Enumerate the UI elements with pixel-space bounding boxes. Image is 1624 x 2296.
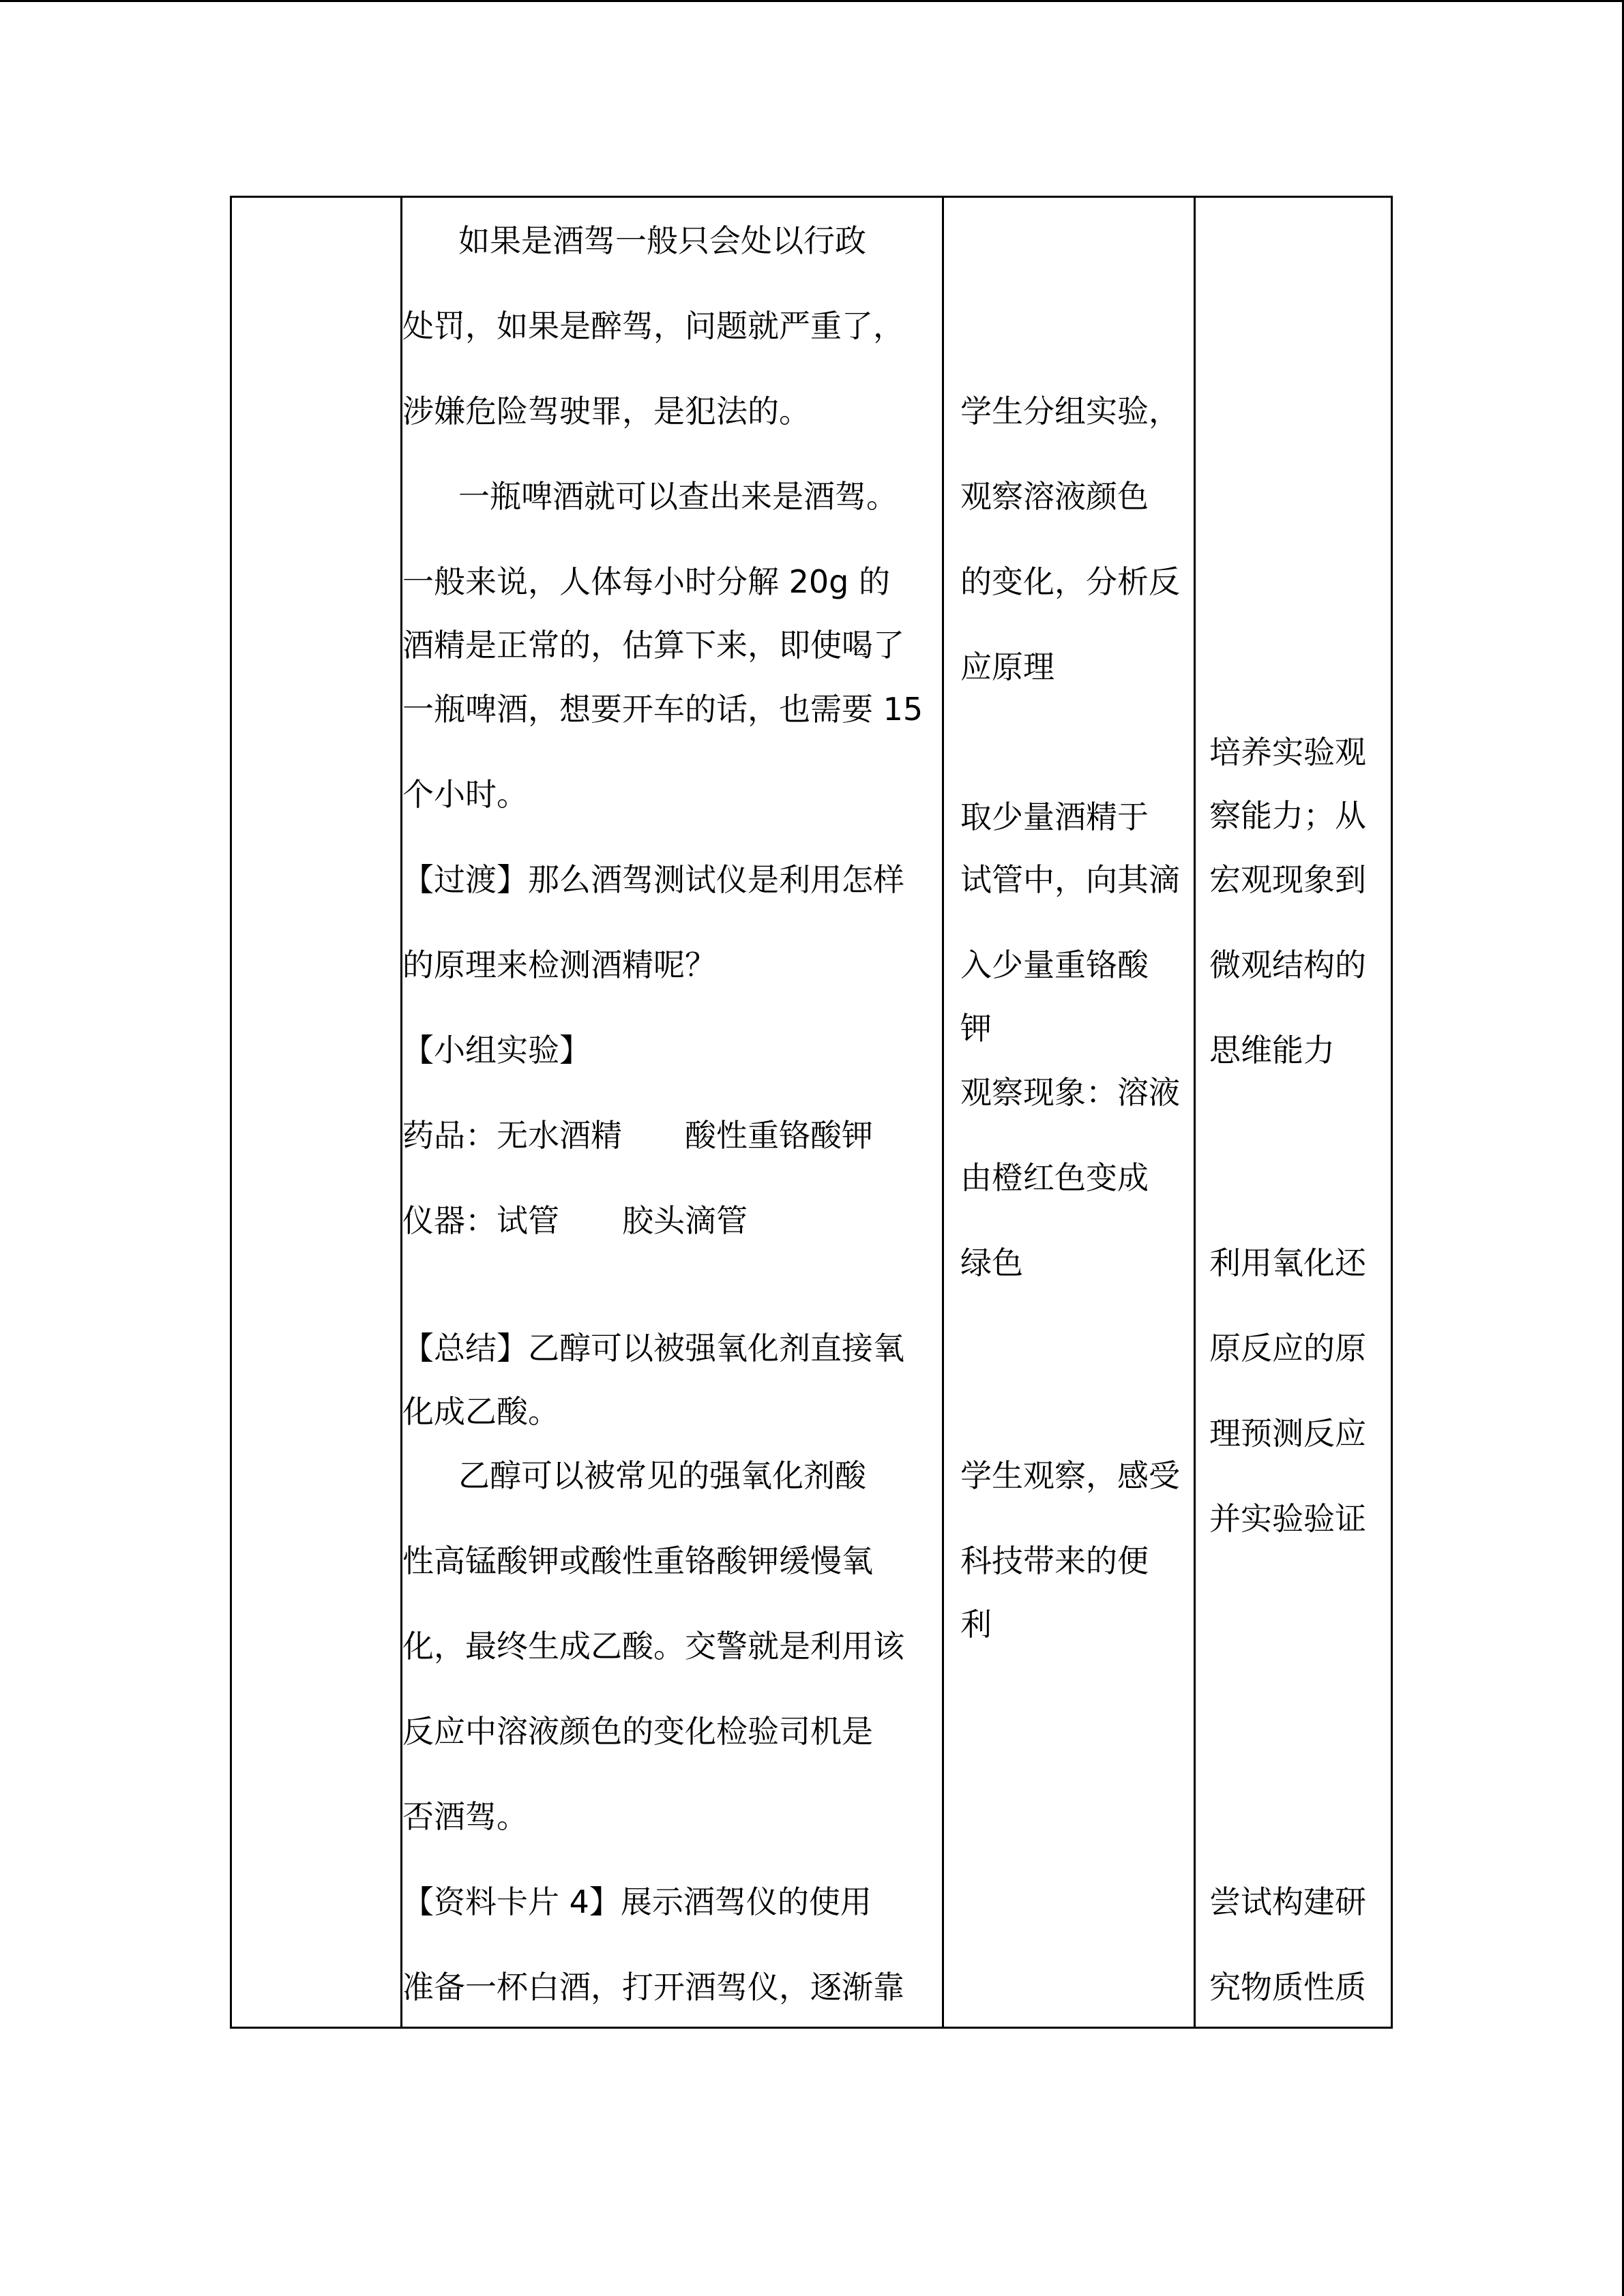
text-line: 学生观察，感受 <box>960 1457 1180 1494</box>
text-line: 【资料卡片 4】展示酒驾仪的使用 <box>402 1883 872 1920</box>
text-line: 观察现象：溶液 <box>960 1074 1180 1111</box>
text-line: 观察溶液颜色 <box>960 478 1149 515</box>
text-line: 药品：无水酒精 酸性重铬酸钾 <box>402 1117 873 1154</box>
table-cell-col3 <box>960 198 1194 2027</box>
text-line: 绿色 <box>960 1244 1023 1281</box>
text-line: 学生分组实验， <box>960 393 1180 430</box>
text-line: 【总结】乙醇可以被强氧化剂直接氧 <box>402 1330 904 1367</box>
text-line: 思维能力 <box>1209 1032 1335 1069</box>
text-line: 反应中溶液颜色的变化检验司机是 <box>402 1713 873 1750</box>
text-line: 的变化，分析反 <box>960 563 1180 600</box>
text-line: 微观结构的 <box>1209 946 1366 983</box>
text-line: 的原理来检测酒精呢？ <box>402 946 716 983</box>
text-line: 钾 <box>960 1010 992 1047</box>
text-line: 酒精是正常的，估算下来，即使喝了 <box>402 627 904 664</box>
table-cell-col1 <box>232 198 400 2027</box>
text-line: 入少量重铬酸 <box>960 946 1149 983</box>
text-line: 乙醇可以被常见的强氧化剂酸 <box>458 1457 866 1494</box>
text-line: 如果是酒驾一般只会处以行政 <box>458 222 866 259</box>
text-line: 仪器：试管 胶头滴管 <box>402 1202 748 1239</box>
text-line: 否酒驾。 <box>402 1798 528 1835</box>
text-line: 取少量酒精于 <box>960 799 1149 835</box>
text-line: 并实验验证 <box>1209 1500 1366 1537</box>
text-line: 【小组实验】 <box>402 1032 591 1069</box>
text-line: 察能力；从 <box>1209 797 1366 834</box>
column-divider-3 <box>1194 198 1196 2027</box>
text-line: 化，最终生成乙酸。交警就是利用该 <box>402 1628 904 1665</box>
text-line: 准备一杯白酒，打开酒驾仪，逐渐靠 <box>402 1969 904 2006</box>
text-line: 一瓶啤酒就可以查出来是酒驾。 <box>458 478 898 515</box>
table-cell-col2 <box>402 198 941 2027</box>
table-cell-col4 <box>1209 198 1392 2027</box>
text-line: 一般来说，人体每小时分解 20g 的 <box>402 563 890 600</box>
text-line: 应原理 <box>960 648 1054 685</box>
column-divider-2 <box>942 198 944 2027</box>
text-line: 究物质性质 <box>1209 1969 1366 2006</box>
lesson-plan-table <box>230 196 1393 2029</box>
text-line: 处罚，如果是醉驾，问题就严重了， <box>402 308 904 344</box>
page-top-border <box>0 0 1624 2</box>
text-line: 试管中，向其滴 <box>960 861 1180 898</box>
text-line: 性高锰酸钾或酸性重铬酸钾缓慢氧 <box>402 1542 873 1579</box>
text-line: 一瓶啤酒，想要开车的话，也需要 15 <box>402 691 924 728</box>
text-line: 化成乙酸。 <box>402 1393 559 1430</box>
text-line: 涉嫌危险驾驶罪，是犯法的。 <box>402 393 810 430</box>
text-line: 【过渡】那么酒驾测试仪是利用怎样 <box>402 861 904 898</box>
text-line: 尝试构建研 <box>1209 1883 1366 1920</box>
text-line: 原反应的原 <box>1209 1330 1366 1367</box>
text-line: 宏观现象到 <box>1209 861 1366 898</box>
text-line: 科技带来的便 <box>960 1542 1149 1579</box>
text-line: 利 <box>960 1606 992 1643</box>
text-line: 利用氧化还 <box>1209 1244 1366 1281</box>
text-line: 培养实验观 <box>1209 734 1366 771</box>
text-line: 由橙红色变成 <box>960 1159 1149 1196</box>
text-line: 个小时。 <box>402 776 528 813</box>
text-line: 理预测反应 <box>1209 1415 1366 1452</box>
